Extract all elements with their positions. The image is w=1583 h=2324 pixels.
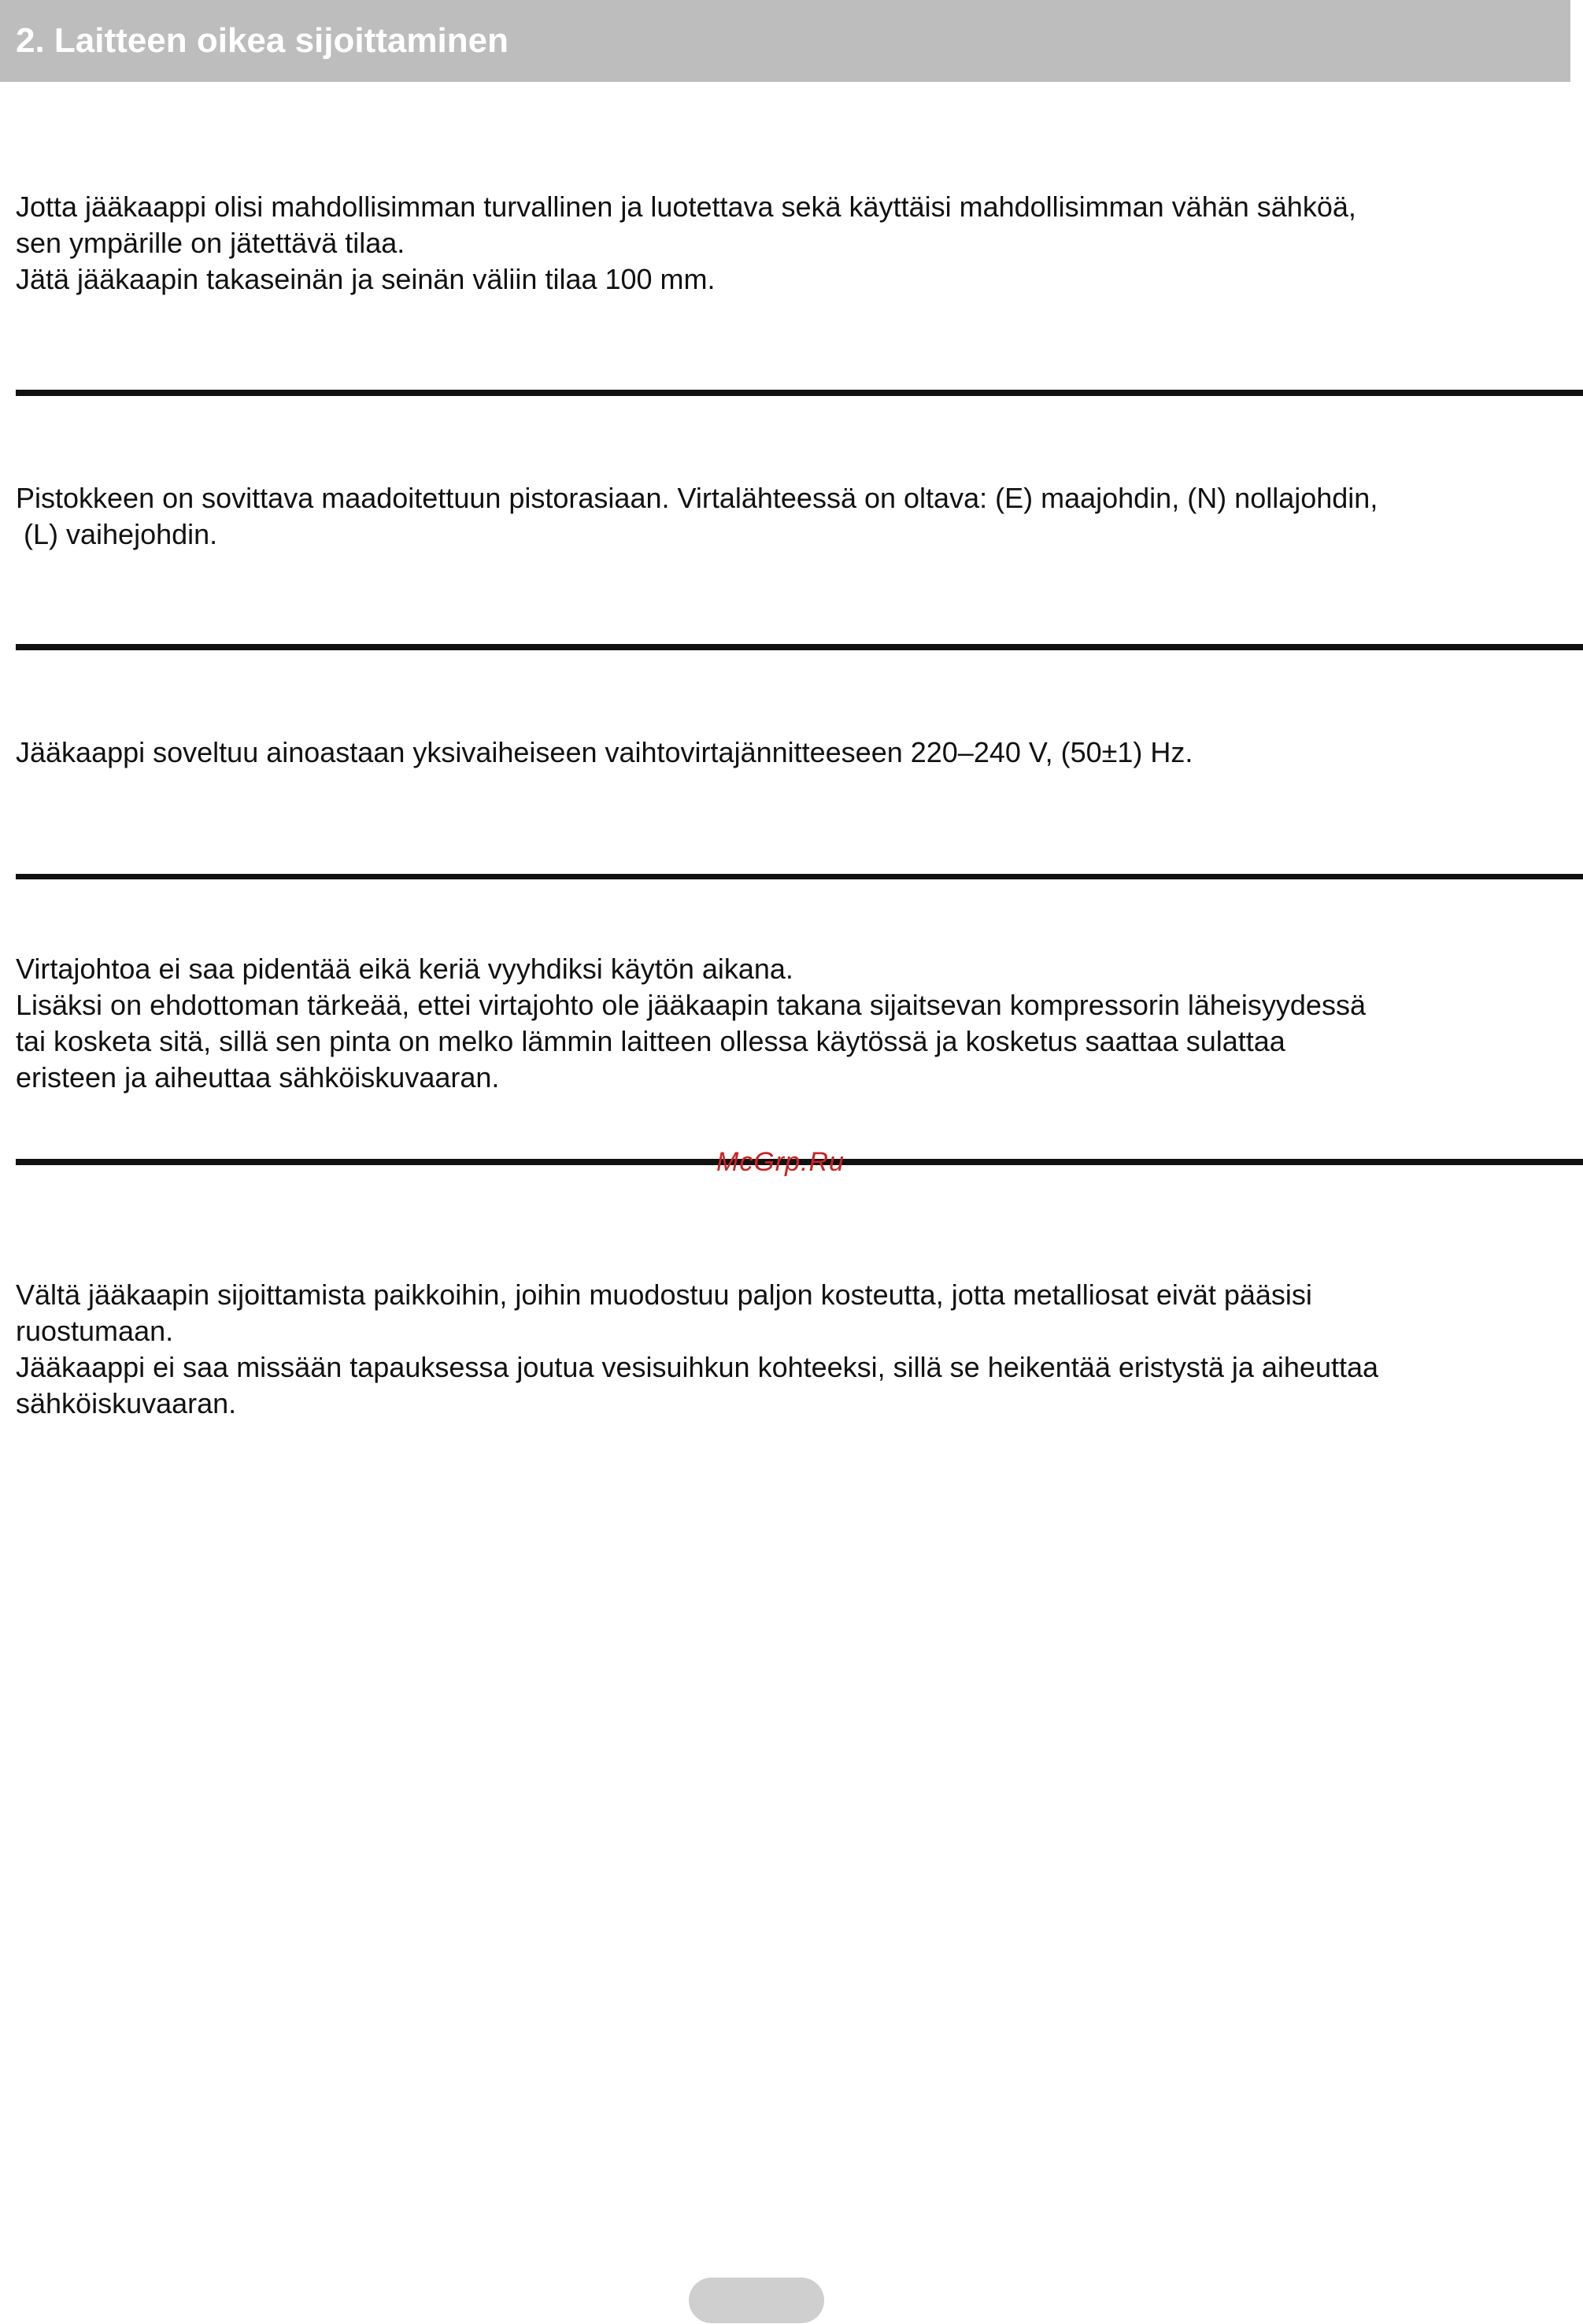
paragraph-line: Vältä jääkaapin sijoittamista paikkoihin, joihin muodostuu paljon kosteutta, jotta metalliosat eivät pääsisi bbox=[16, 1279, 1312, 1311]
paragraph-line: Jääkaappi ei saa missään tapauksessa joutua vesisuihkun kohteeksi, sillä se heikentää eristystä ja aiheuttaa bbox=[16, 1351, 1379, 1383]
paragraph-voltage bbox=[16, 735, 1551, 771]
paragraph-grounding bbox=[16, 480, 1551, 553]
paragraph-line: eristeen ja aiheuttaa sähköiskuvaaran. bbox=[16, 1061, 500, 1094]
paragraph-line: Jotta jääkaappi olisi mahdollisimman turvallinen ja luotettava sekä käyttäisi mahdollisimman vähän sähköä, bbox=[16, 191, 1356, 223]
paragraph-line: ruostumaan. bbox=[16, 1315, 174, 1347]
paragraph-line: Jätä jääkaapin takaseinän ja seinän väliin tilaa 100 mm. bbox=[16, 263, 716, 295]
paragraph-line: sähköiskuvaaran. bbox=[16, 1387, 237, 1419]
watermark-text: McGrp.Ru bbox=[716, 1147, 845, 1177]
paragraph-power-cord bbox=[16, 951, 1551, 1096]
paragraph-line: Jääkaappi soveltuu ainoastaan yksivaiheiseen vaihtovirtajännitteeseen 220–240 V, (50±1) Hz. bbox=[16, 736, 1193, 768]
section-title: 2. Laitteen oikea sijoittaminen bbox=[16, 21, 509, 60]
section-divider bbox=[16, 874, 1583, 879]
section-divider bbox=[16, 390, 1583, 396]
paragraph-line: Virtajohtoa ei saa pidentää eikä keriä vyyhdiksi käytön aikana. bbox=[16, 953, 793, 985]
section-divider bbox=[16, 644, 1583, 650]
section-header-bar bbox=[0, 0, 1570, 82]
paragraph-line: (L) vaihejohdin. bbox=[16, 518, 218, 550]
paragraph-line: sen ympärille on jätettävä tilaa. bbox=[16, 227, 405, 259]
paragraph-line: tai kosketa sitä, sillä sen pinta on melko lämmin laitteen ollessa käytössä ja kosketus saattaa sulattaa bbox=[16, 1025, 1285, 1057]
paragraph-moisture bbox=[16, 1277, 1551, 1422]
page-number-pill bbox=[689, 2278, 824, 2323]
paragraph-line: Pistokkeen on sovittava maadoitettuun pistorasiaan. Virtalähteessä on oltava: (E) maajohdin, (N) nollajohdin, bbox=[16, 482, 1378, 514]
paragraph-clearance bbox=[16, 189, 1551, 298]
paragraph-line: Lisäksi on ehdottoman tärkeää, ettei virtajohto ole jääkaapin takana sijaitsevan kompressorin läheisyydessä bbox=[16, 989, 1366, 1021]
